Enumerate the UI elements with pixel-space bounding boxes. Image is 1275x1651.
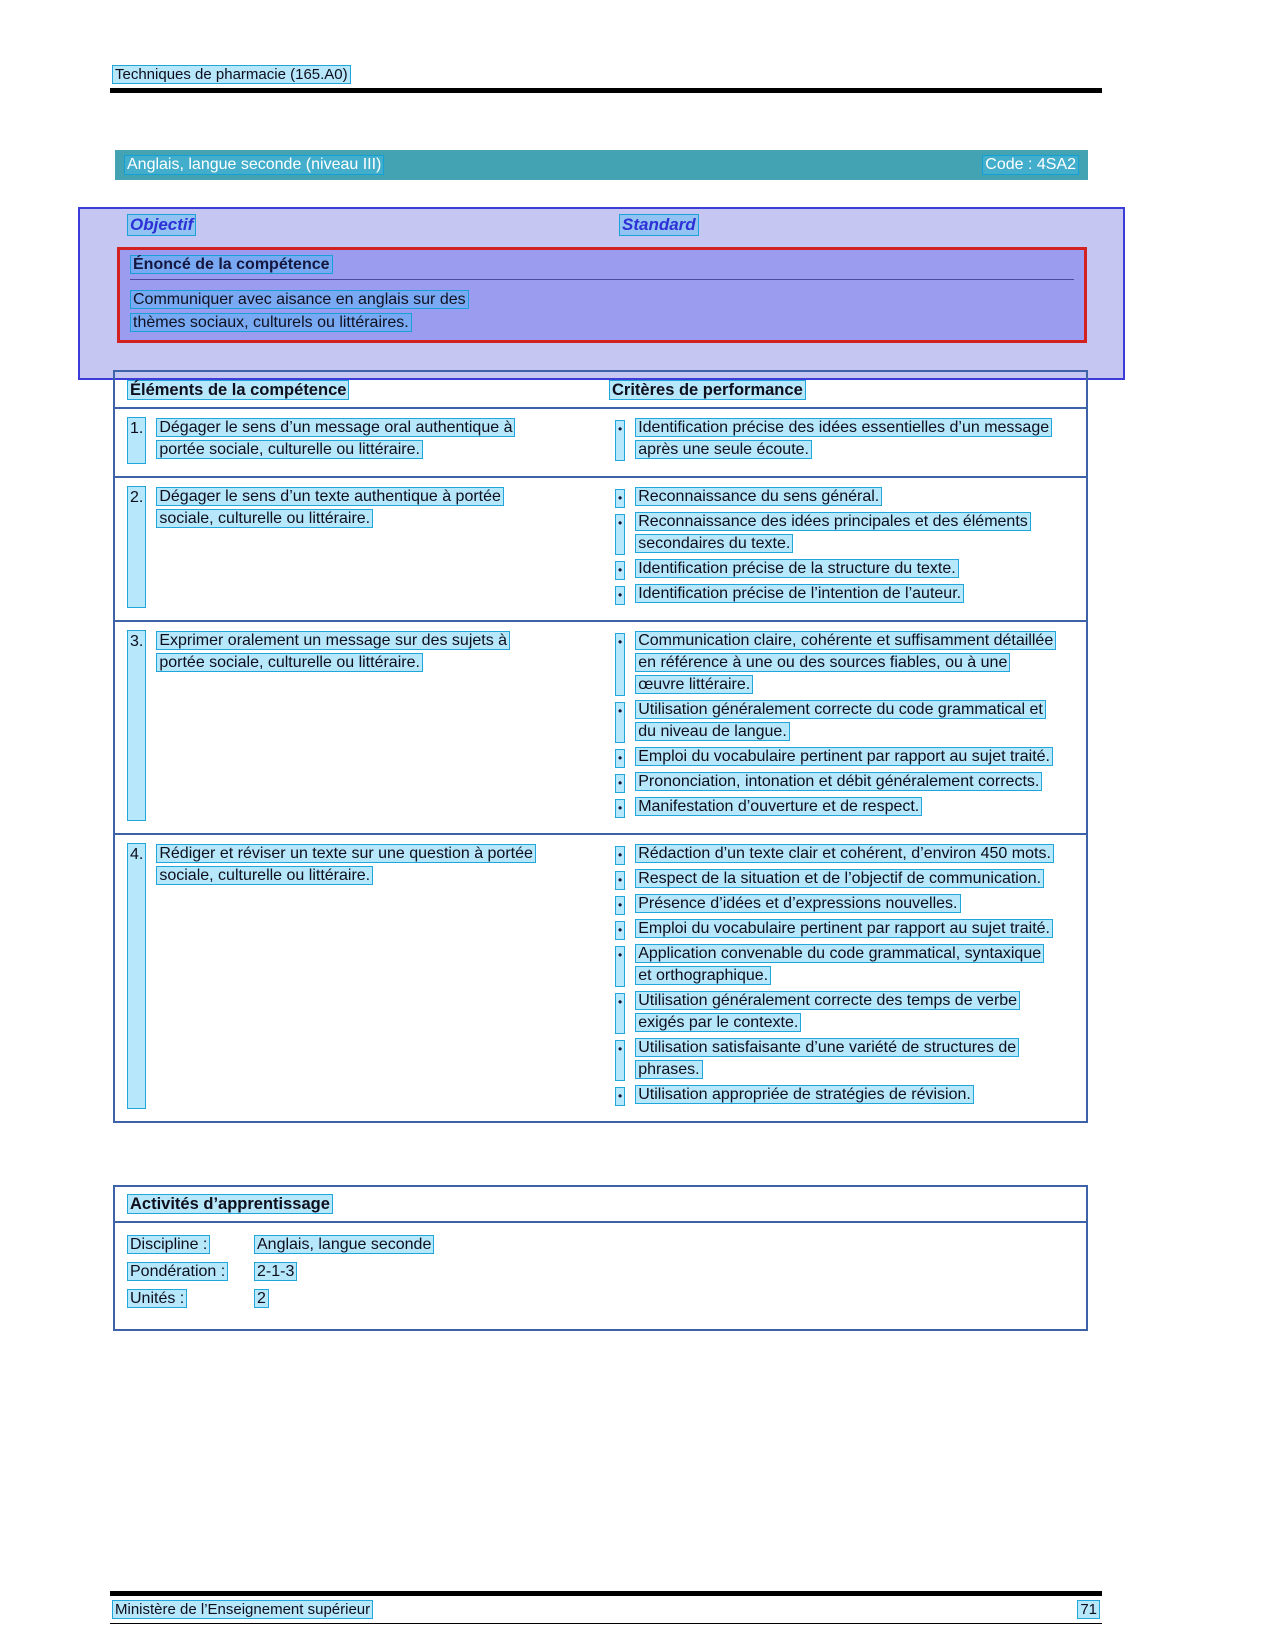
activity-value: 2	[254, 1289, 269, 1308]
bullet-icon: •	[615, 633, 625, 696]
header-rule	[110, 88, 1102, 93]
criterion-item	[609, 746, 1054, 768]
bullet-icon: •	[615, 489, 625, 508]
criterion-text-wrap	[635, 558, 1054, 580]
criterion-text: Utilisation généralement correcte des temps de verbe exigés par le contexte.	[635, 991, 1020, 1032]
course-title: Anglais, langue seconde (niveau III)	[124, 155, 384, 175]
criterion-text: Manifestation d’ouverture et de respect.	[635, 797, 922, 816]
competence-table-body	[115, 409, 1086, 1121]
bullet-icon: •	[615, 921, 625, 940]
competence-table	[113, 370, 1088, 1123]
activity-value-wrap	[254, 1261, 1074, 1282]
criteria-cell	[607, 409, 1086, 476]
bullet-icon: •	[615, 702, 625, 743]
criterion-text-wrap	[635, 511, 1054, 555]
activites-heading: Activités d’apprentissage	[127, 1194, 333, 1214]
course-code: Code : 4SA2	[982, 155, 1079, 175]
program-title: Techniques de pharmacie (165.A0)	[112, 65, 351, 84]
page-number: 71	[1077, 1600, 1100, 1619]
element-number: 4.	[127, 843, 146, 1109]
bullet-icon: •	[615, 896, 625, 915]
objectif-standard-section	[78, 207, 1125, 380]
element-text-wrap	[156, 486, 553, 608]
criterion-text: Communication claire, cohérente et suffisamment détaillée en référence à une ou des sources fiables, ou à une œuvre littéraire.	[635, 631, 1056, 694]
criterion-item	[609, 990, 1054, 1034]
element-text-wrap	[156, 843, 553, 1109]
criterion-item	[609, 630, 1054, 696]
criterion-text: Reconnaissance du sens général.	[635, 487, 882, 506]
criteres-header-cell	[607, 372, 1086, 407]
criterion-text-wrap	[635, 417, 1054, 461]
table-row	[115, 409, 1086, 476]
criterion-item	[609, 893, 1054, 915]
criterion-item	[609, 511, 1054, 555]
criterion-text-wrap	[635, 630, 1054, 696]
criterion-text: Application convenable du code grammatical, syntaxique et orthographique.	[635, 944, 1044, 985]
criterion-text-wrap	[635, 943, 1054, 987]
criterion-item	[609, 699, 1054, 743]
criterion-text: Utilisation satisfaisante d’une variété de structures de phrases.	[635, 1038, 1019, 1079]
criterion-item	[609, 918, 1054, 940]
element-cell	[115, 835, 607, 1121]
activity-label-wrap	[127, 1288, 254, 1309]
criterion-text-wrap	[635, 583, 1054, 605]
footer-ministry: Ministère de l’Enseignement supérieur	[112, 1600, 373, 1619]
page-footer	[110, 1591, 1102, 1624]
table-row	[115, 476, 1086, 620]
footer-thin-rule	[110, 1623, 1102, 1624]
objectif-heading: Objectif	[127, 214, 196, 236]
element-text: Rédiger et réviser un texte sur une question à portée sociale, culturelle ou littéraire.	[156, 844, 536, 885]
course-bar	[115, 150, 1088, 180]
criterion-text-wrap	[635, 893, 1054, 915]
criterion-text-wrap	[635, 486, 1054, 508]
criterion-text: Emploi du vocabulaire pertinent par rapport au sujet traité.	[635, 919, 1053, 938]
bullet-icon: •	[615, 749, 625, 768]
activity-label: Discipline :	[127, 1235, 210, 1254]
competence-table-header	[115, 372, 1086, 409]
activity-label: Pondération :	[127, 1262, 228, 1281]
criterion-text: Rédaction d’un texte clair et cohérent, d’environ 450 mots.	[635, 844, 1054, 863]
activity-row	[127, 1288, 1074, 1309]
element-number: 3.	[127, 630, 146, 821]
criterion-item	[609, 843, 1054, 865]
bullet-icon: •	[615, 946, 625, 987]
activity-row	[127, 1261, 1074, 1282]
criterion-text: Identification précise de l’intention de l’auteur.	[635, 584, 964, 603]
enonce-box	[117, 247, 1087, 343]
criterion-item	[609, 417, 1054, 461]
criteres-header: Critères de performance	[609, 380, 806, 400]
enonce-heading: Énoncé de la compétence	[130, 255, 333, 274]
criterion-text-wrap	[635, 918, 1054, 940]
criterion-text-wrap	[635, 990, 1054, 1034]
enonce-body	[130, 288, 1074, 334]
criterion-item	[609, 771, 1054, 793]
bullet-icon: •	[615, 586, 625, 605]
bullet-icon: •	[615, 799, 625, 818]
criterion-text-wrap	[635, 796, 1054, 818]
footer-row	[110, 1596, 1102, 1623]
element-text: Exprimer oralement un message sur des sujets à portée sociale, culturelle ou littéraire.	[156, 631, 510, 672]
activites-heading-row	[115, 1187, 1086, 1223]
activity-label: Unités :	[127, 1289, 187, 1308]
criterion-text-wrap	[635, 843, 1054, 865]
bullet-icon: •	[615, 774, 625, 793]
elements-header-cell	[115, 372, 607, 407]
criteria-cell	[607, 622, 1086, 833]
criterion-text: Identification précise des idées essentielles d’un message après une seule écoute.	[635, 418, 1052, 459]
element-number: 2.	[127, 486, 146, 608]
criterion-text-wrap	[635, 746, 1054, 768]
criterion-text: Identification précise de la structure du texte.	[635, 559, 959, 578]
element-cell	[115, 478, 607, 620]
bullet-icon: •	[615, 1040, 625, 1081]
element-text-wrap	[156, 417, 553, 464]
criterion-text: Utilisation appropriée de stratégies de révision.	[635, 1085, 974, 1104]
criterion-text: Reconnaissance des idées principales et des éléments secondaires du texte.	[635, 512, 1031, 553]
elements-header: Éléments de la compétence	[127, 380, 349, 400]
criterion-text-wrap	[635, 868, 1054, 890]
criteria-cell	[607, 478, 1086, 620]
bullet-icon: •	[615, 514, 625, 555]
criterion-item	[609, 486, 1054, 508]
criterion-text-wrap	[635, 1084, 1054, 1106]
activites-box	[113, 1185, 1088, 1331]
bullet-icon: •	[615, 561, 625, 580]
element-number: 1.	[127, 417, 146, 464]
criterion-text-wrap	[635, 1037, 1054, 1081]
element-cell	[115, 622, 607, 833]
activity-label-wrap	[127, 1261, 254, 1282]
criterion-text: Prononciation, intonation et débit généralement corrects.	[635, 772, 1042, 791]
activites-rows	[115, 1223, 1086, 1309]
table-row	[115, 833, 1086, 1121]
bullet-icon: •	[615, 871, 625, 890]
criterion-item	[609, 868, 1054, 890]
bullet-icon: •	[615, 993, 625, 1034]
activity-value: Anglais, langue seconde	[254, 1235, 434, 1254]
activity-label-wrap	[127, 1234, 254, 1255]
element-text: Dégager le sens d’un message oral authentique à portée sociale, culturelle ou littéraire.	[156, 418, 515, 459]
criterion-item	[609, 943, 1054, 987]
program-header	[112, 66, 1102, 83]
table-row	[115, 620, 1086, 833]
criterion-item	[609, 583, 1054, 605]
criterion-text-wrap	[635, 699, 1054, 743]
activity-row	[127, 1234, 1074, 1255]
criterion-text: Respect de la situation et de l’objectif de communication.	[635, 869, 1044, 888]
activity-value: 2-1-3	[254, 1262, 297, 1281]
bullet-icon: •	[615, 1087, 625, 1106]
criteria-cell	[607, 835, 1086, 1121]
enonce-body-line: thèmes sociaux, culturels ou littéraires.	[130, 313, 412, 332]
criterion-text-wrap	[635, 771, 1054, 793]
criterion-item	[609, 796, 1054, 818]
activity-value-wrap	[254, 1234, 1074, 1255]
bullet-icon: •	[615, 420, 625, 461]
criterion-text: Utilisation généralement correcte du code grammatical et du niveau de langue.	[635, 700, 1046, 741]
criterion-item	[609, 1037, 1054, 1081]
standard-heading: Standard	[619, 214, 699, 236]
criterion-item	[609, 1084, 1054, 1106]
enonce-heading-row	[130, 256, 1074, 280]
element-cell	[115, 409, 607, 476]
criterion-text: Emploi du vocabulaire pertinent par rapport au sujet traité.	[635, 747, 1053, 766]
criterion-text: Présence d’idées et d’expressions nouvelles.	[635, 894, 960, 913]
enonce-body-line: Communiquer avec aisance en anglais sur des	[130, 290, 469, 309]
activity-value-wrap	[254, 1288, 1074, 1309]
element-text: Dégager le sens d’un texte authentique à portée sociale, culturelle ou littéraire.	[156, 487, 504, 528]
criterion-item	[609, 558, 1054, 580]
element-text-wrap	[156, 630, 553, 821]
bullet-icon: •	[615, 846, 625, 865]
